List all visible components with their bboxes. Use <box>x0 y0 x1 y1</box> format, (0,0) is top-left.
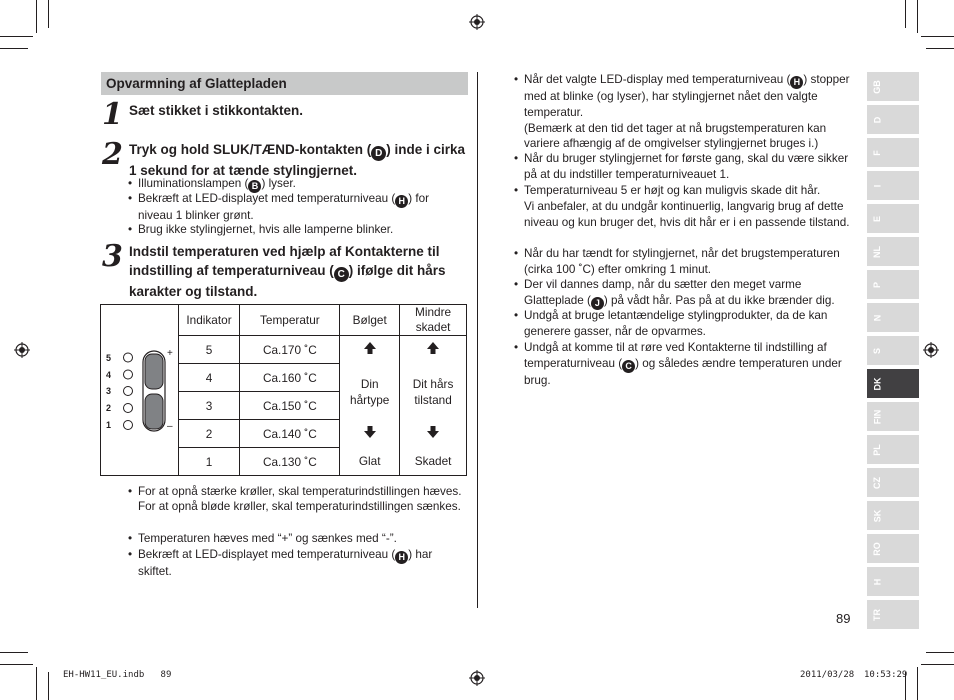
crop-mark <box>921 36 954 37</box>
control-diagram <box>101 305 179 476</box>
led-indicator-icon <box>124 353 133 362</box>
crop-mark <box>917 667 918 700</box>
tab-pl[interactable]: PL <box>867 435 919 464</box>
note-text: Vi anbefaler, at du undgår kontinuerlig, langvarig brug af dette niveau og kun bruger det, hvis dit hår er i en passende tilstand. <box>524 199 850 229</box>
led-indicator-icon <box>124 370 133 379</box>
tab-nl[interactable]: NL <box>867 237 919 266</box>
tab-s[interactable]: S <box>867 336 919 365</box>
column-header: Bølget <box>340 305 400 336</box>
list-item: • Brug ikke stylingjernet, hvis alle lamperne blinker. <box>128 222 468 237</box>
table-header-row <box>101 305 467 336</box>
led-indicator-icon <box>124 387 133 396</box>
plus-label: + <box>167 348 173 359</box>
step-number: 3 <box>102 239 123 274</box>
led-indicator-icon <box>124 404 133 413</box>
crop-mark <box>36 0 37 33</box>
led-indicator-icon <box>124 421 133 430</box>
temperature-cell: Ca.160 ˚C <box>240 364 340 392</box>
indicator-cell: 2 <box>178 420 240 448</box>
indicator-cell: 4 <box>178 364 240 392</box>
tab-dk[interactable]: DK <box>867 369 919 398</box>
footer-date: 2011/03/28 <box>800 670 855 680</box>
down-arrow-cell <box>340 420 400 448</box>
footer-file: EH-HW11_EU.indb 89 <box>63 670 172 680</box>
list-item: • Temperaturen hæves med “+” og sænkes med “-”. <box>128 531 468 546</box>
temperature-control-diagram-icon <box>102 306 178 474</box>
letter-badge-icon: C <box>622 360 635 373</box>
arrow-up-icon <box>363 341 377 355</box>
letter-badge-icon: B <box>248 180 261 193</box>
hair-condition-label: Dit hårs tilstand <box>400 364 467 420</box>
letter-badge-icon: H <box>395 195 408 208</box>
temperature-cell: Ca.170 ˚C <box>240 336 340 364</box>
step-2-text <box>129 140 469 180</box>
letter-badge-icon: D <box>371 146 386 161</box>
crop-mark <box>926 48 954 49</box>
tab-sk[interactable]: SK <box>867 501 919 530</box>
footer-time: 10:53:29 <box>864 670 908 680</box>
list-item: • Bekræft at LED-displayet med temperaturniveau ( H ) har skiftet. <box>128 547 456 579</box>
tab-n[interactable]: N <box>867 303 919 332</box>
letter-badge-icon: H <box>790 76 803 89</box>
crop-mark <box>905 0 906 28</box>
letter-badge-icon: J <box>591 297 604 310</box>
level-label: 2 <box>106 403 112 413</box>
list-item: • Når det valgte LED-display med temperaturniveau ( H ) stopper med at blinke (og lyser), har stylingjernet nået den valgte temperatur. (Bemærk at den tid det tager at nå brugstemperaturen kan variere afhængig af de omgivelser stylingjernet bruges i.) <box>514 72 864 152</box>
crop-mark <box>926 652 954 653</box>
hair-type-label: Din hårtype <box>340 364 400 420</box>
letter-badge-icon: H <box>395 551 408 564</box>
tab-ro[interactable]: RO <box>867 534 919 563</box>
level-label: 4 <box>106 370 112 380</box>
tab-i[interactable]: I <box>867 171 919 200</box>
indicator-cell: 1 <box>178 448 240 476</box>
step-2-text-a: Tryk og hold SLUK/TÆND-kontakten ( <box>129 142 372 157</box>
temperature-cell: Ca.140 ˚C <box>240 420 340 448</box>
up-arrow-cell <box>340 336 400 364</box>
crop-mark <box>0 652 28 653</box>
list-item: • Temperaturniveau 5 er højt og kan muligvis skade dit hår. Vi anbefaler, at du undgår kontinuerlig, langvarig brug af dette niveau og kun bruger det, hvis dit hår er i en passende tilstand. <box>514 183 864 230</box>
list-item: • Illuminationslampen ( B ) lyser. <box>128 176 468 193</box>
crop-mark <box>0 36 33 37</box>
step-1-text: Sæt stikket i stikkontakten. <box>129 103 304 118</box>
crop-mark <box>921 664 954 665</box>
arrow-down-icon <box>363 425 377 439</box>
tab-fin[interactable]: FIN <box>867 402 919 431</box>
column-header: Indikator <box>178 305 240 336</box>
minus-button-icon <box>145 394 163 429</box>
damaged-label: Skadet <box>400 448 467 476</box>
indicator-cell: 3 <box>178 392 240 420</box>
column-header: Temperatur <box>240 305 340 336</box>
minus-label: – <box>167 421 173 432</box>
page-number: 89 <box>836 611 851 626</box>
arrow-down-icon <box>426 425 440 439</box>
list-item: • Undgå at bruge letantændelige stylingprodukter, da de kan generere gasser, når de opvarmes. <box>514 308 864 340</box>
note-text: (Bemærk at den tid det tager at nå brugstemperaturen kan variere afhængig af de omgivelser stylingjernet bruges i.) <box>524 121 827 151</box>
column-header: Mindre skadet <box>400 305 467 336</box>
letter-badge-icon: C <box>334 267 349 282</box>
list-item: • Der vil dannes damp, når du sætter den meget varme Glatteplade ( J ) på vådt hår. Pas på at du ikke brænder dig. <box>514 277 864 310</box>
temperature-table <box>100 304 467 476</box>
temperature-cell: Ca.150 ˚C <box>240 392 340 420</box>
list-item: • Undgå at komme til at røre ved Kontakterne til indstilling af temperaturniveau ( C ) og således ændre temperaturen under brug. <box>514 340 864 389</box>
step-2-text-b: ) inde i cirka 1 sekund for at tænde stylingjernet. <box>129 142 466 178</box>
crop-mark <box>0 664 33 665</box>
tab-p[interactable]: P <box>867 270 919 299</box>
tab-d[interactable]: D <box>867 105 919 134</box>
list-item: • Når du bruger stylingjernet for første gang, skal du være sikker på at du indstiller temperaturniveauet 1. <box>514 151 864 183</box>
crop-mark <box>48 0 49 28</box>
tab-cz[interactable]: CZ <box>867 468 919 497</box>
section-title: Opvarmning af Glattepladen <box>101 72 468 95</box>
level-label: 3 <box>106 386 112 396</box>
up-arrow-cell <box>400 336 467 364</box>
down-arrow-cell <box>400 420 467 448</box>
list-item: • For at opnå stærke krøller, skal temperaturindstillingen hæves. For at opnå bløde krøller, skal temperaturindstillingen sænkes. <box>128 484 468 514</box>
tab-gb[interactable]: GB <box>867 72 919 101</box>
straight-label: Glat <box>340 448 400 476</box>
plus-button-icon <box>145 354 163 389</box>
crop-mark <box>48 672 49 700</box>
tab-f[interactable]: F <box>867 138 919 167</box>
level-label: 5 <box>106 353 112 363</box>
step-number: 2 <box>102 137 123 172</box>
step-3-text: Indstil temperaturen ved hjælp af Kontakterne til indstilling af temperaturniveau ( C ) ifølge dit hårs karakter og tilstand. <box>129 244 446 299</box>
crop-mark <box>0 48 28 49</box>
list-item: • Når du har tændt for stylingjernet, når det brugstemperaturen (cirka 100 ˚C) efter omkring 1 minut. <box>514 246 864 278</box>
column-divider <box>477 72 478 608</box>
registration-mark-icon <box>923 342 939 358</box>
registration-mark-icon <box>469 14 485 30</box>
crop-mark <box>917 0 918 33</box>
step-number: 1 <box>102 97 123 132</box>
arrow-up-icon <box>426 341 440 355</box>
registration-mark-icon <box>14 342 30 358</box>
indicator-cell: 5 <box>178 336 240 364</box>
tab-tr[interactable]: TR <box>867 600 919 629</box>
crop-mark <box>36 667 37 700</box>
registration-mark-icon <box>469 670 485 686</box>
tab-e[interactable]: E <box>867 204 919 233</box>
tab-h[interactable]: H <box>867 567 919 596</box>
list-item: • Bekræft at LED-displayet med temperaturniveau ( H ) for niveau 1 blinker grønt. <box>128 191 456 223</box>
temperature-cell: Ca.130 ˚C <box>240 448 340 476</box>
level-label: 1 <box>106 420 112 430</box>
